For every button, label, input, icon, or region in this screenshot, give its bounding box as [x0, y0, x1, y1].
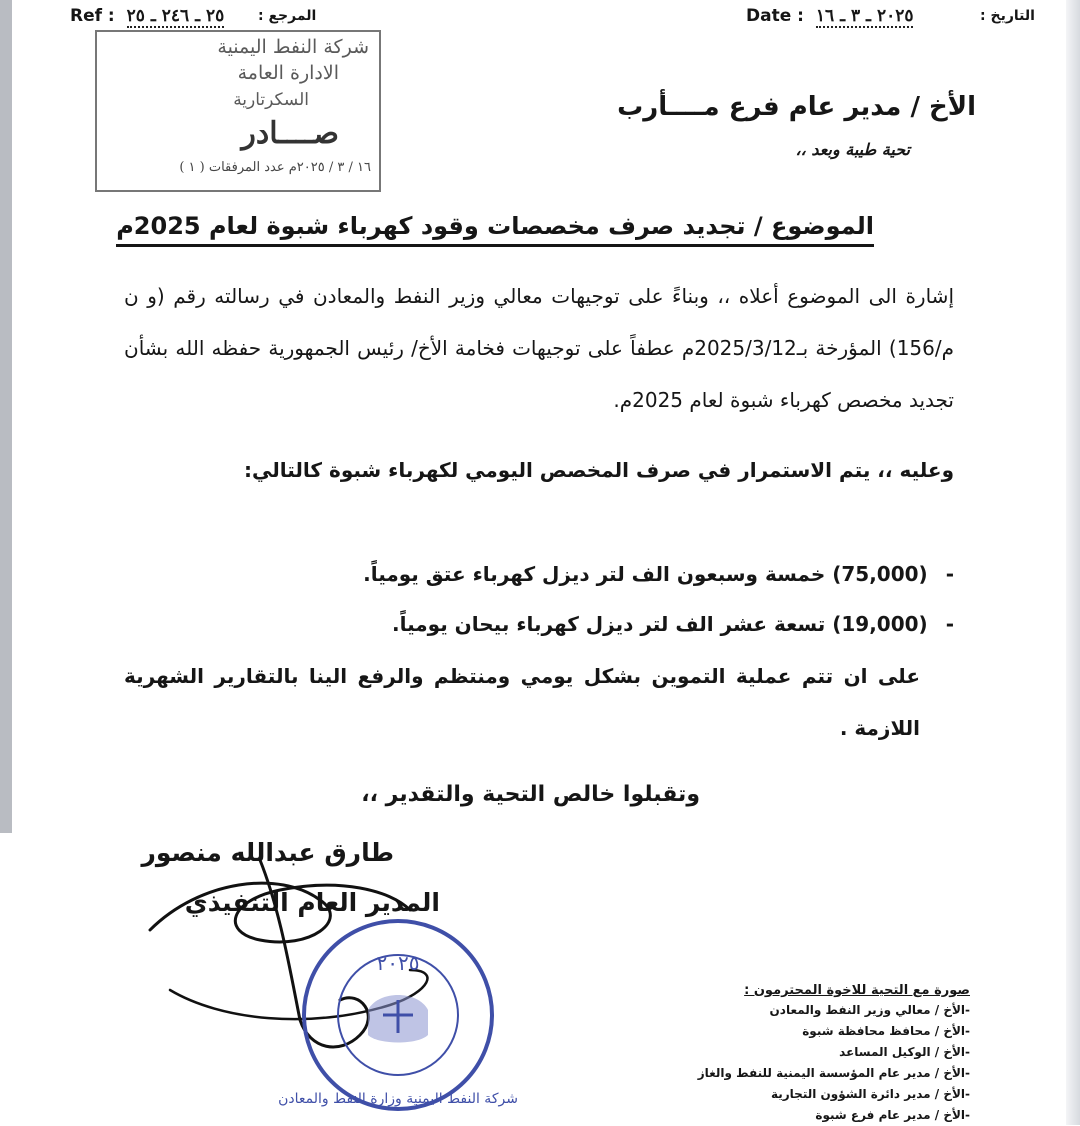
stamp-company: شركة النفط اليمنية [217, 36, 369, 58]
subject-line: الموضوع / تجديد صرف مخصصات وقود كهرباء شبوة لعام 2025م [116, 212, 874, 247]
scan-edge-right [1066, 0, 1080, 1125]
cc-heading: صورة مع التحية للاخوة المحترمون : [744, 983, 970, 998]
svg-text:٢٠٢٥: ٢٠٢٥ [376, 951, 420, 975]
allocation-item-ataq [363, 562, 954, 586]
date-value: ٢٠٢٥ ـ ٣ ـ ١٦ [815, 6, 914, 26]
cc-item: -الأخ / مدير عام فرع شبوة [815, 1108, 970, 1122]
ref-value: ٢٥ ـ ٢٤٦ ـ ٢٥ [126, 6, 225, 26]
body-paragraph-1: إشارة الى الموضوع أعلاه ،، وبناءً على توجيهات معالي وزير النفط والمعادن في رسالته رقم (و ن م/156) المؤرخة بـ2025/3/12م عطفاً على توجيهات فخامة الأخ/ رئيس الجمهورية حفظه الله بشأن تجديد مخصص كهرباء شبوة لعام 2025م. [124, 284, 954, 412]
signatory-title: المدير العام التنفيذي [184, 888, 440, 917]
date-label-ar: التاريخ : [980, 8, 1035, 24]
stamp-outgoing: صــــادر [241, 116, 339, 151]
greeting: تحية طيبة وبعد ،، [795, 140, 910, 159]
cc-item: -الأخ / مدير دائرة الشؤون التجارية [770, 1087, 970, 1101]
stamp-secretariat: السكرتارية [233, 90, 309, 110]
allocation-item-bayhan [392, 612, 954, 636]
cc-item: -الأخ / الوكيل المساعد [839, 1045, 970, 1059]
cc-item: -الأخ / معالي وزير النفط والمعادن [769, 1003, 970, 1017]
scan-edge-left [0, 0, 12, 833]
stamp-department: الادارة العامة [237, 62, 339, 84]
outgoing-stamp-box [95, 30, 381, 192]
official-seal [278, 915, 518, 1115]
allocation-text: (19,000) تسعة عشر الف لتر ديزل كهرباء بيحان يومياً. [392, 612, 928, 636]
ref-label: Ref : [70, 6, 115, 26]
ref-field [70, 6, 224, 26]
stamp-date-attachments: ١٦ / ٣ / ٢٠٢٥م عدد المرفقات ( ١ ) [179, 160, 371, 175]
allocation-text: (75,000) خمسة وسبعون الف لتر ديزل كهرباء عتق يومياً. [363, 562, 928, 586]
cc-item: -الأخ / مدير عام المؤسسة اليمنية للنفط والغاز [697, 1066, 970, 1080]
cc-list [670, 983, 970, 1126]
bullet-dash: - [945, 612, 954, 636]
closing-line: وتقبلوا خالص التحية والتقدير ،، [361, 782, 700, 807]
body-paragraph-3: على ان تتم عملية التموين بشكل يومي ومنتظم والرفع الينا بالتقارير الشهرية اللازمة . [124, 664, 920, 740]
body-paragraph-2: وعليه ،، يتم الاستمرار في صرف المخصص اليومي لكهرباء شبوة كالتالي: [244, 458, 954, 482]
date-field [746, 6, 913, 26]
signatory-name: طارق عبدالله منصور [141, 838, 394, 867]
seal-text: شركة النفط اليمنية وزارة النفط والمعادن [278, 1091, 518, 1107]
cc-item: -الأخ / محافظ محافظة شبوة [802, 1024, 970, 1038]
bullet-dash: - [945, 562, 954, 586]
addressee: الأخ / مدير عام فرع مــــأرب [617, 92, 976, 122]
date-label: Date : [746, 6, 804, 26]
ref-label-ar: المرجع : [258, 8, 317, 24]
